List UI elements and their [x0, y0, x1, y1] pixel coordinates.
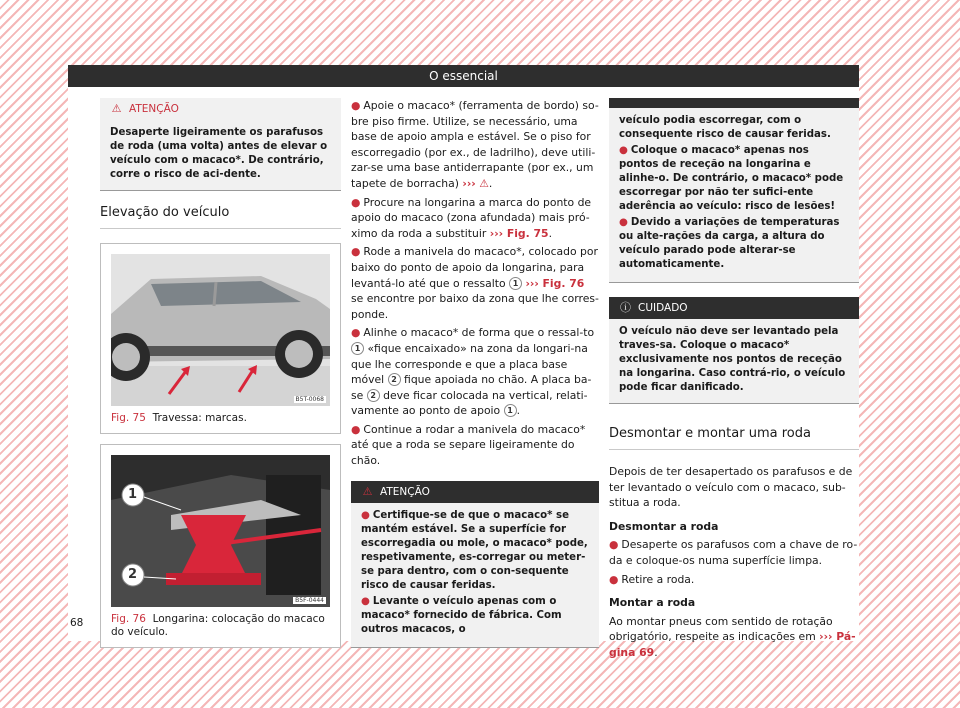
figure-76: [100, 444, 341, 648]
cross-ref-link[interactable]: ›››: [462, 176, 476, 190]
jack-illustration: [111, 455, 330, 607]
figure-label: Fig. 76: [111, 613, 146, 625]
section-body: [609, 464, 859, 661]
car-illustration: [111, 254, 330, 406]
subheading: Montar a roda: [609, 596, 696, 610]
list-item: ● Continue a rodar a manivela do macaco* até que a roda se separe ligeiramente do chão.: [351, 422, 586, 468]
warning-title: ATENÇÃO: [380, 485, 430, 498]
caption-text: Travessa: marcas.: [152, 412, 247, 424]
callout-number: 2: [367, 389, 380, 402]
column-left: [100, 98, 341, 658]
paragraph: Ao montar pneus com sentido de rotação obrigatório, respeite as indicações em ››› Pá-gina 69.: [609, 614, 856, 659]
column-middle: [351, 98, 599, 658]
callout-number: 1: [351, 342, 364, 355]
bullet-icon: ●: [361, 595, 370, 607]
bullet-icon: ●: [609, 572, 619, 586]
page-header: O essencial: [68, 65, 859, 87]
figure-75: [100, 243, 341, 434]
list-item: ● Devido a variações de temperaturas ou alte-rações da carga, a altura do veículo parado pode alterar-se automaticamente.: [619, 217, 840, 270]
manual-page: [68, 65, 859, 659]
bullet-icon: ●: [351, 326, 361, 340]
figure-code: B5T-0068: [295, 396, 324, 403]
warning-header: [351, 481, 599, 503]
figure-code: B5F-0444: [295, 597, 324, 604]
warning-title: ATENÇÃO: [129, 103, 179, 115]
bullet-icon: ●: [351, 195, 361, 209]
marker-2: 2: [128, 567, 138, 582]
jack-image: [111, 455, 330, 607]
caution-box: [609, 297, 859, 404]
instructions: [351, 98, 599, 469]
warning-triangle-icon: ⚠: [111, 102, 122, 115]
bullet-icon: ●: [351, 245, 361, 259]
callout-number: 2: [388, 373, 401, 386]
section-title-elevacao: Elevação do veículo: [100, 205, 341, 229]
caution-title: CUIDADO: [638, 302, 688, 314]
list-item: ● Apoie o macaco* (ferramenta de bordo) so-bre piso firme. Utilize, se necessário, uma base de apoio ampla e estável. Se o piso for escorregadio (por ex., de ladrilho), deve utili-zar-se uma base antiderrapante (por ex., um tapete de borracha) ››› ⚠.: [351, 99, 599, 190]
figure-caption: [101, 613, 340, 647]
warning-triangle-icon: ⚠: [479, 176, 489, 190]
list-item: ● Certifique-se de que o macaco* se mantém estável. Se a superfície for escorregadia ou mole, o macaco* pode, respetivamente, es-corregar ou meter-se para dentro, com o con-sequente risco de causar feridas.: [361, 509, 588, 591]
list-item: ● Retire a roda.: [609, 572, 695, 586]
bullet-icon: ●: [361, 509, 370, 521]
warning-text: [609, 108, 859, 282]
list-item: ● Coloque o macaco* apenas nos pontos de receção na longarina e alinhe-o. De contrário, o macaco* pode escorregar por não ter sufici-ente aderência ao veículo: risco de lesões!: [619, 145, 844, 212]
page-number: 68: [70, 617, 84, 629]
callout-number: 1: [504, 404, 517, 417]
cross-ref-link[interactable]: ››› Fig. 75: [489, 226, 549, 240]
car-side-image: [111, 254, 330, 406]
list-item: ● Levante o veículo apenas com o macaco* fornecido de fábrica. Com outros macacos, o: [361, 595, 562, 635]
warning-box: [351, 481, 599, 648]
bullet-icon: ●: [619, 145, 628, 156]
caution-header: [609, 297, 859, 319]
list-item: ● Procure na longarina a marca do ponto de apoio do macaco (zona afundada) mais pró-ximo da roda a substituir ››› Fig. 75.: [351, 195, 592, 240]
warning-header: [100, 98, 341, 120]
warning-box: [100, 98, 341, 191]
warning-header-strip: [609, 98, 859, 108]
figure-label: Fig. 75: [111, 412, 146, 424]
info-circle-icon: ⓘ: [620, 301, 631, 314]
bullet-icon: ●: [351, 99, 361, 112]
warning-box-continued: [609, 98, 859, 283]
bullet-icon: ●: [609, 538, 619, 552]
column-right: [609, 98, 859, 664]
list-item: ● Rode a manivela do macaco*, colocado por baixo do ponto de apoio da longarina, para levantá-lo até que o ressalto 1 ››› Fig. 76 se encontre por baixo da zona que lhe corres-ponde.: [351, 245, 599, 321]
list-item: ● Alinhe o macaco* de forma que o ressal-to 1 «fique encaixado» na zona da longari-na que lhe corresponde e que a placa base móvel 2 fique apoiada no chão. A placa ba-se 2 deve ficar colocada na vertical, relati-vamente ao ponto de apoio 1 .: [351, 326, 595, 418]
warning-lead: veículo podia escorregar, com o consequente risco de causar feridas.: [619, 115, 831, 140]
warning-text: [351, 503, 599, 647]
callout-number: 1: [509, 277, 522, 290]
caution-text: O veículo não deve ser levantado pela traves-sa. Coloque o macaco* exclusivamente nos pontos de receção na longarina. Caso contrá-rio, o veículo pode ficar danificado.: [619, 326, 846, 393]
cross-ref-link[interactable]: ››› Fig. 76: [525, 276, 585, 290]
warning-text: Desaperte ligeiramente os parafusos de roda (uma volta) antes de elevar o veículo com o macaco*. De contrário, corre o risco de aci-dente.: [110, 127, 328, 180]
cross-ref-link[interactable]: ››› Pá-gina 69: [609, 630, 856, 659]
figure-caption: [101, 412, 340, 433]
list-item: ● Desaperte os parafusos com a chave de ro-da e coloque-os numa superfície limpa.: [609, 538, 858, 567]
intro-text: Depois de ter desapertado os parafusos e de ter levantado o veículo com o macaco, sub-stitua a roda.: [609, 465, 853, 510]
subheading: Desmontar a roda: [609, 519, 719, 533]
bullet-icon: ●: [619, 217, 628, 228]
marker-1: 1: [128, 487, 138, 502]
bullet-icon: ●: [351, 422, 361, 436]
warning-triangle-icon: ⚠: [362, 484, 373, 498]
section-title-roda: Desmontar e montar uma roda: [609, 426, 859, 450]
caption-text: Longarina: colocação do macaco do veículo.: [111, 613, 325, 638]
